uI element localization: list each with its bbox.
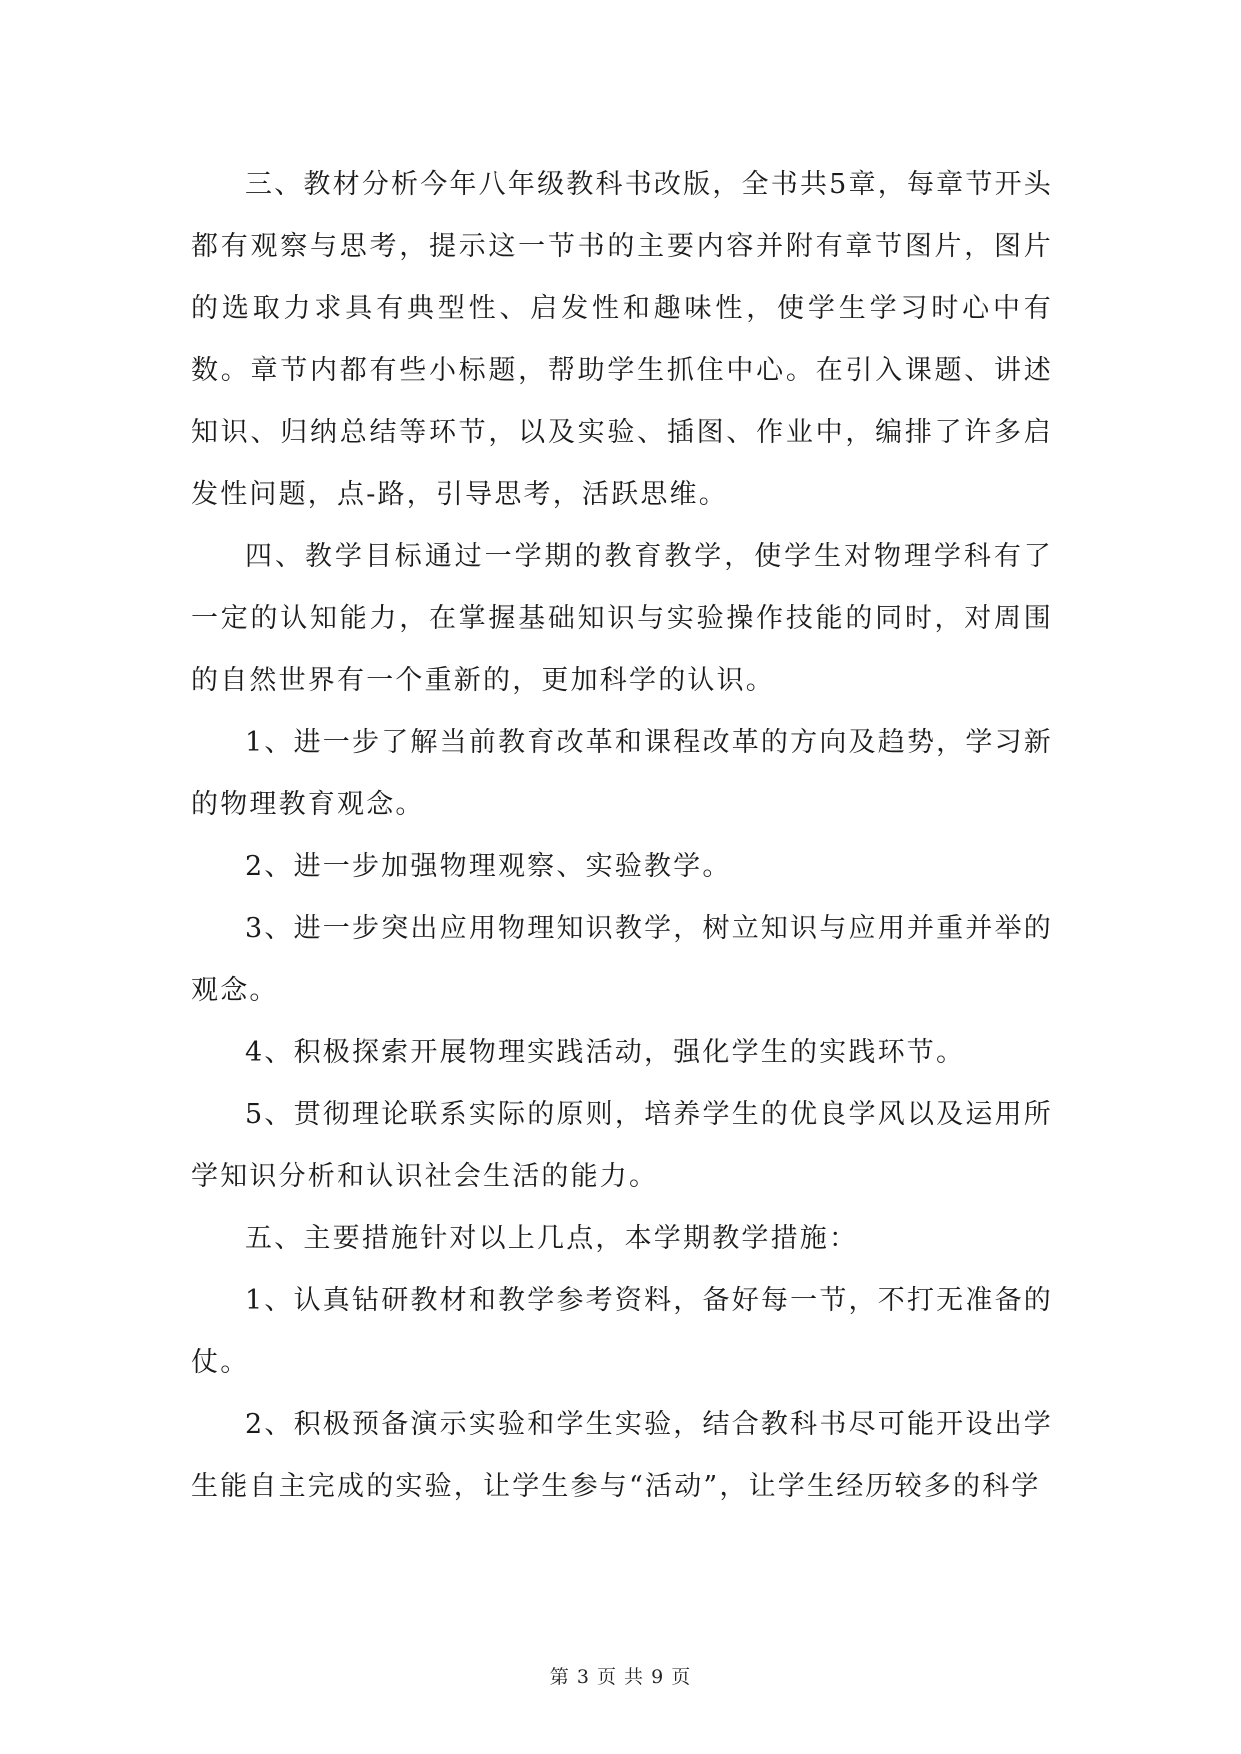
footer-suffix: 页 <box>671 1666 692 1688</box>
footer-total-pages: 9 <box>651 1666 665 1688</box>
paragraph-main-measures: 五、主要措施针对以上几点，本学期教学措施： <box>245 1223 859 1254</box>
paragraph-measure-2: 2、积极预备演示实验和学生实验，结合教科书尽可能开设出学生能自主完成的实验，让学生参与“活动”，让学生经历较多的科学 <box>191 1409 1053 1502</box>
paragraph-goal-1: 1、进一步了解当前教育改革和课程改革的方向及趋势，学习新的物理教育观念。 <box>191 727 1053 820</box>
footer-current-page: 3 <box>576 1666 590 1688</box>
footer-prefix: 第 <box>549 1666 570 1688</box>
paragraph-teaching-goals: 四、教学目标通过一学期的教育教学，使学生对物理学科有了一定的认知能力，在掌握基础知识与实验操作技能的同时，对周围的自然世界有一个重新的，更加科学的认识。 <box>191 541 1053 696</box>
paragraph-goal-2: 2、进一步加强物理观察、实验教学。 <box>245 851 732 882</box>
paragraph-goal-5: 5、贯彻理论联系实际的原则，培养学生的优良学风以及运用所学知识分析和认识社会生活的能力。 <box>191 1099 1053 1192</box>
paragraph-textbook-analysis: 三、教材分析今年八年级教科书改版，全书共5章，每章节开头都有观察与思考，提示这一节书的主要内容并附有章节图片，图片的选取力求具有典型性、启发性和趣味性，使学生学习时心中有数。章节内都有些小标题，帮助学生抓住中心。在引入课题、讲述知识、归纳总结等环节，以及实验、插图、作业中，编排了许多启发性问题，点-路，引导思考，活跃思维。 <box>191 169 1053 510</box>
paragraph-measure-1: 1、认真钻研教材和教学参考资料，备好每一节，不打无准备的仗。 <box>191 1285 1053 1378</box>
body-text <box>191 154 1053 1518</box>
paragraph-goal-3: 3、进一步突出应用物理知识教学，树立知识与应用并重并举的观念。 <box>191 913 1053 1006</box>
page-number-footer <box>0 1662 1241 1689</box>
paragraph-goal-4: 4、积极探索开展物理实践活动，强化学生的实践环节。 <box>245 1037 966 1068</box>
footer-mid: 页 共 <box>596 1666 645 1688</box>
